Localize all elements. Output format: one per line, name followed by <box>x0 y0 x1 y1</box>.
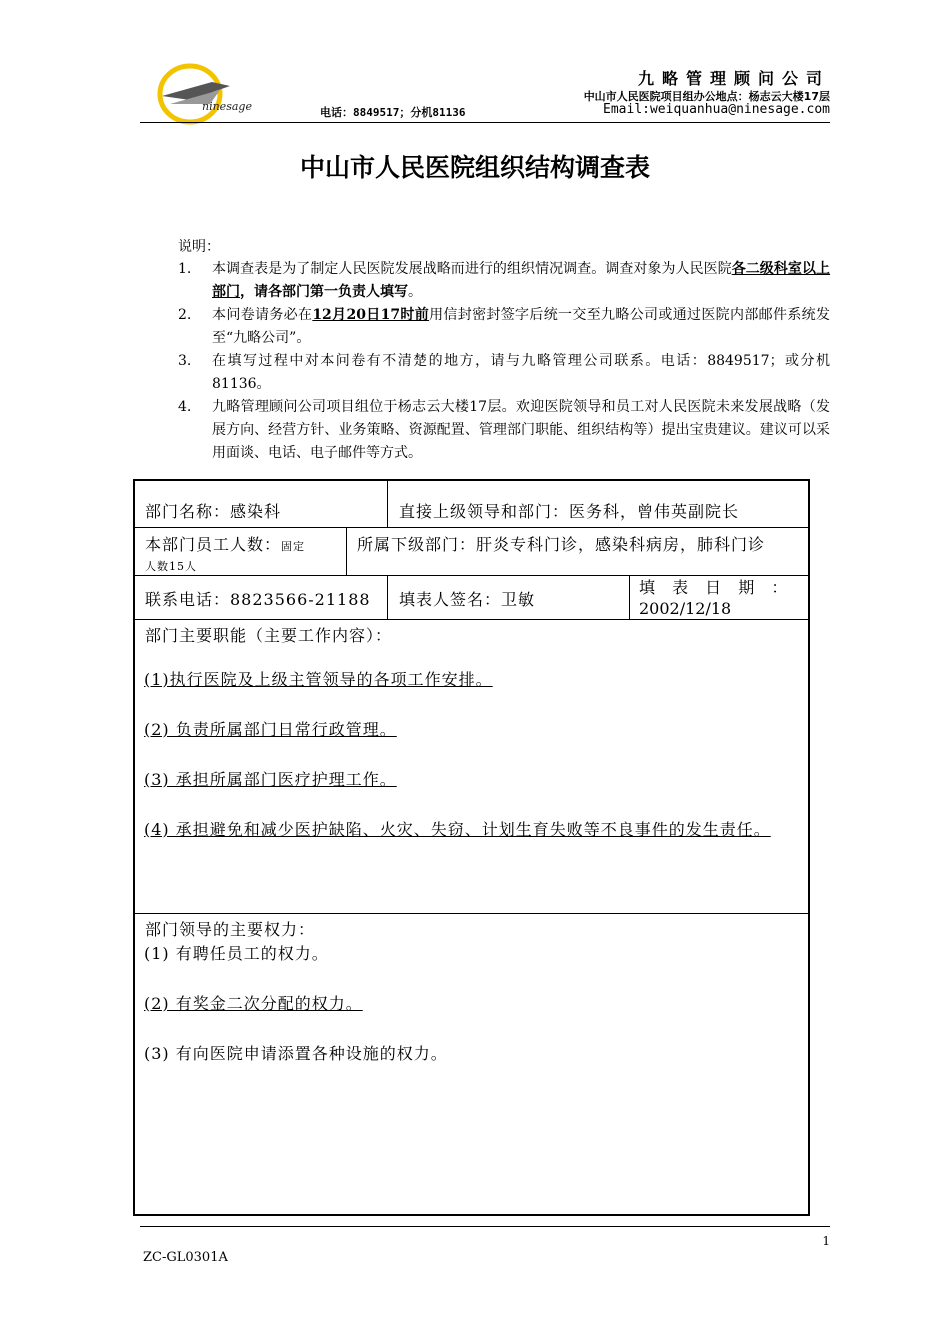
note-item: 1. 本调查表是为了制定人民医院发展战略而进行的组织情况调查。调查对象为人民医院各二级科室以上部门，请各部门第一负责人填写。 <box>178 261 830 300</box>
note-item: 3. 在填写过程中对本问卷有不清楚的地方，请与九略管理公司联系。电话：8849517；或分机81136。 <box>178 353 830 392</box>
date-label: 填 表 日 期 ： <box>639 578 794 597</box>
power-item[interactable]: (2) 有奖金二次分配的权力。 <box>144 994 363 1013</box>
logo-text: ninesage <box>202 100 252 113</box>
signer-field[interactable]: 填表人签名：卫敏 <box>399 590 536 609</box>
powers-title: 部门领导的主要权力： <box>145 920 316 939</box>
power-item[interactable]: (3) 有向医院申请添置各种设施的权力。 <box>144 1044 448 1063</box>
office-address: 中山市人民医院项目组办公地点：杨志云大楼17层 <box>583 90 830 103</box>
staff-count-field[interactable]: 本部门员工人数：固定 $^{人数15人}$ <box>145 535 306 573</box>
cell-divider <box>346 527 347 575</box>
page-title: 中山市人民医院组织结构调查表 <box>299 153 650 182</box>
notes-list <box>178 258 830 465</box>
cell-divider <box>387 575 388 619</box>
duty-item[interactable]: (3) 承担所属部门医疗护理工作。 <box>144 770 397 789</box>
header-email[interactable]: Email:weiquanhua@ninesage.com <box>603 102 830 117</box>
footer-divider <box>140 1226 830 1227</box>
company-name: 九略管理顾问公司 <box>637 69 830 88</box>
duty-item[interactable]: (4) 承担避免和减少医护缺陷、火灾、失窃、计划生育失败等不良事件的发生责任。 <box>144 820 771 839</box>
document-code: ZC-GL0301A <box>143 1250 228 1265</box>
header-phone: 电话：8849517；分机81136 <box>320 106 466 119</box>
cell-divider <box>629 575 630 619</box>
note-item: 2. 本问卷请务必在12月20日17时前用信封密封签字后统一交至九略公司或通过医院内部邮件系统发至“九略公司”。 <box>178 307 830 346</box>
dept-name-field[interactable]: 部门名称：感染科 <box>145 502 282 521</box>
cell-divider <box>387 481 388 527</box>
company-logo <box>150 60 270 130</box>
duties-title: 部门主要职能（主要工作内容）： <box>145 626 393 645</box>
row-divider <box>135 527 808 528</box>
note-item: 4. 九略管理顾问公司项目组位于杨志云大楼17层。欢迎医院领导和员工对人民医院未来发展战略（发展方向、经营方针、业务策略、资源配置、管理部门职能、组织结构等）提出宝贵建议。建议可以采用面谈、电话、电子邮件等方式。 <box>178 399 830 461</box>
header-divider <box>140 122 830 123</box>
duty-item[interactable]: (1)执行医院及上级主管领导的各项工作安排。 <box>144 670 493 689</box>
page-number: 1 <box>822 1234 830 1248</box>
survey-form <box>133 479 810 1216</box>
phone-field[interactable]: 联系电话：8823566-21188 <box>145 590 371 609</box>
superior-field[interactable]: 直接上级领导和部门：医务科，曾伟英副院长 <box>399 502 740 521</box>
notes-label: 说明： <box>178 239 220 255</box>
date-field[interactable]: 2002/12/18 <box>639 599 732 618</box>
duty-item[interactable]: (2) 负责所属部门日常行政管理。 <box>144 720 397 739</box>
power-item[interactable]: (1) 有聘任员工的权力。 <box>144 944 329 963</box>
subordinate-field[interactable]: 所属下级部门：肝炎专科门诊，感染科病房，肺科门诊 <box>357 535 766 554</box>
row-divider <box>135 913 808 914</box>
row-divider <box>135 619 808 620</box>
